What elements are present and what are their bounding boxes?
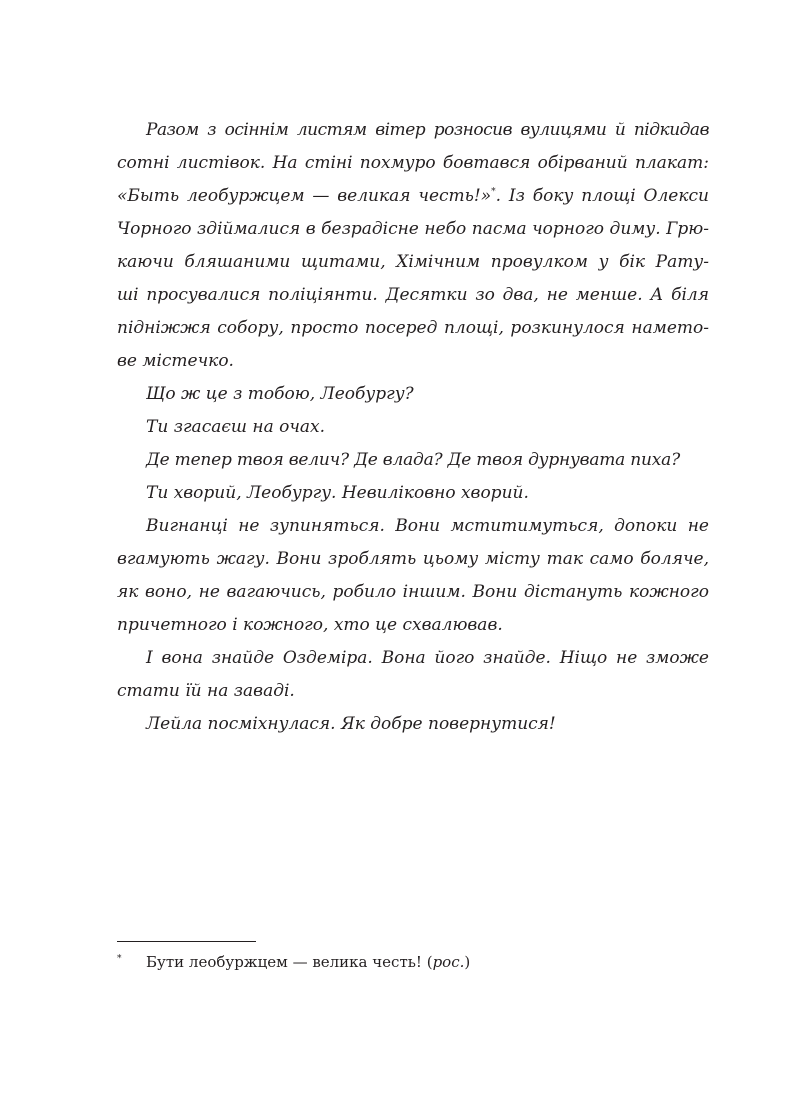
text-line: причетного і кожного, хто це схвалював. bbox=[117, 615, 503, 635]
text-line: Разом з осіннім листям вітер розносив вулицями й підкидав bbox=[146, 120, 709, 140]
text-line: вгамують жагу. Вони зроблять цьому місту так само боляче, bbox=[117, 549, 709, 569]
paragraph-7 bbox=[117, 642, 709, 708]
text-line: каючи бляшаними щитами, Хімічним провулком у бік Рату- bbox=[117, 252, 709, 272]
paragraph-4 bbox=[117, 444, 709, 477]
text-line: ве містечко. bbox=[117, 351, 234, 371]
footnote-close-paren: ) bbox=[464, 953, 471, 971]
text-line: І вона знайде Оздеміра. Вона його знайде. Ніщо не зможе bbox=[146, 648, 709, 668]
paragraph-5 bbox=[117, 477, 709, 510]
text-line: Вигнанці не зупиняться. Вони мститимуться, допоки не bbox=[146, 516, 709, 536]
paragraph-1 bbox=[117, 114, 709, 378]
paragraph-3 bbox=[117, 411, 709, 444]
text-fragment: . Із боку площі Олекси bbox=[495, 186, 709, 206]
poster-quote: «Быть леобуржцем — великая честь!» bbox=[117, 186, 492, 206]
text-line: як воно, не вагаючись, робило іншим. Вони дістануть кожного bbox=[117, 582, 709, 602]
text-line-with-footnote-ref bbox=[117, 180, 709, 213]
footnote-text: Бути леобуржцем — велика честь! ( bbox=[146, 953, 433, 971]
footnote-separator bbox=[117, 941, 256, 942]
text-line: підніжжя собору, просто посеред площі, розкинулося намето- bbox=[117, 318, 709, 338]
text-line: Ти хворий, Леобургу. Невиліковно хворий. bbox=[146, 483, 529, 503]
footnote: * Бути леобуржцем — велика честь! (рос.) bbox=[117, 953, 471, 971]
text-line: Чорного здіймалися в безрадісне небо пасма чорного диму. Грю- bbox=[117, 219, 709, 239]
paragraph-2 bbox=[117, 378, 709, 411]
text-line: Що ж це з тобою, Леобургу? bbox=[146, 384, 414, 404]
text-line: ші просувалися поліціянти. Десятки зо два, не менше. А біля bbox=[117, 285, 709, 305]
paragraph-8 bbox=[117, 708, 709, 741]
footnote-reference: * bbox=[491, 187, 496, 197]
text-line: стати їй на заваді. bbox=[117, 681, 295, 701]
text-line: Де тепер твоя велич? Де влада? Де твоя дурнувата пиха? bbox=[146, 450, 680, 470]
body-text bbox=[117, 114, 709, 741]
text-line: Ти згасаєш на очах. bbox=[146, 417, 326, 437]
text-line: сотні листівок. На стіні похмуро бовтався обірваний плакат: bbox=[117, 153, 709, 173]
footnote-language-note: рос. bbox=[432, 953, 465, 971]
text-line: Лейла посміхнулася. Як добре повернутися! bbox=[146, 714, 556, 734]
paragraph-6 bbox=[117, 510, 709, 642]
